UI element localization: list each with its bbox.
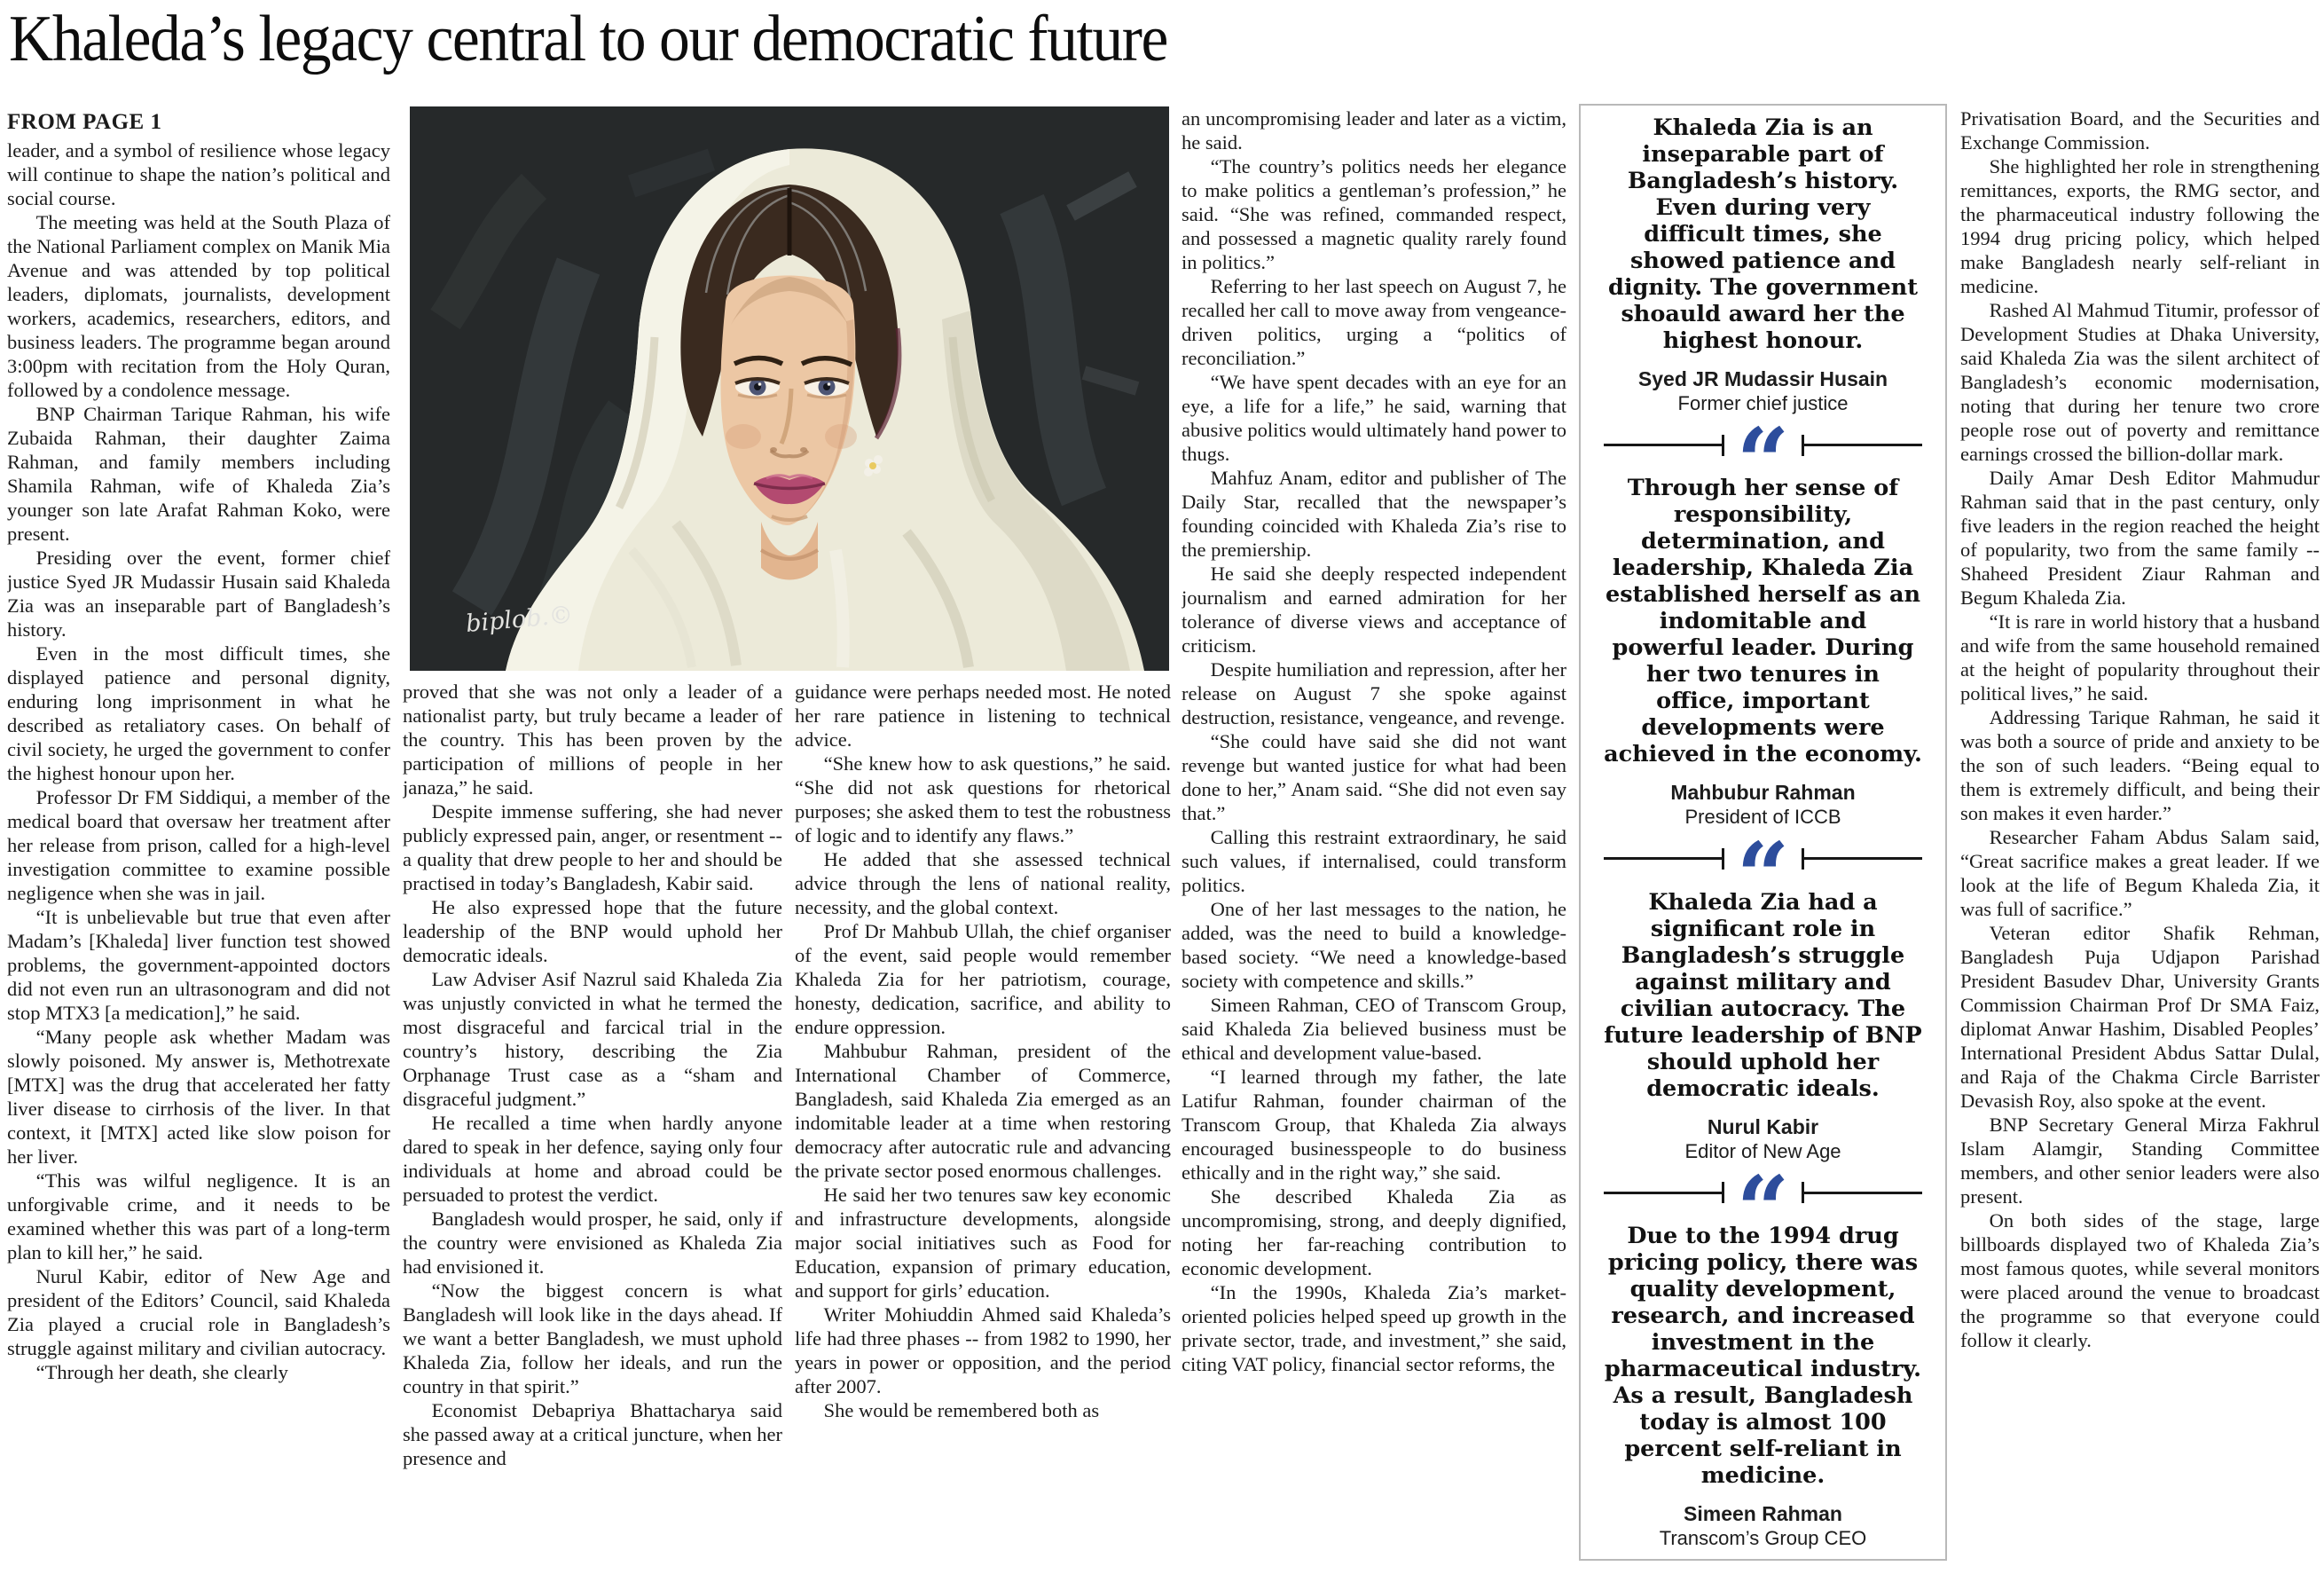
artist-signature: biplob.© bbox=[464, 601, 575, 638]
paragraph: proved that she was not only a leader of a nationalist party, but truly became a leader of the country. This has been proven by the participation of millions of people in her janaza,” he said. bbox=[403, 681, 782, 799]
pull-quote-attribution-title: Editor of New Age bbox=[1684, 1139, 1841, 1162]
pull-quote-attribution-name: Simeen Rahman bbox=[1684, 1501, 1842, 1525]
paragraph: Daily Amar Desh Editor Mahmudur Rahman said that in the past century, only five leaders in the region reached the height of popularity, two from the same family -- Shaheed President Ziaur Rahman and Begum Khaleda Zia. bbox=[1960, 467, 2320, 609]
paragraph: leader, and a symbol of resilience whose legacy will continue to shape the nation’s political and social course. bbox=[7, 139, 390, 209]
paragraph: Law Adviser Asif Nazrul said Khaleda Zia was unjustly convicted in what he termed the most disgraceful and farcical trial in the country’s history, describing the Zia Orphanage Trust case as a “sham and disgraceful judgment.” bbox=[403, 968, 782, 1110]
pull-quote-text: Khaleda Zia had a significant role in Bangladesh’s struggle against military and civilian autocracy. The future leadership of BNP should uphold her democratic ideals. bbox=[1604, 888, 1922, 1102]
pull-quote-attribution-name: Syed JR Mudassir Husain bbox=[1637, 367, 1888, 390]
quote-mark-icon: “ bbox=[1736, 821, 1790, 931]
page-title: Khaleda’s legacy central to our democratic future bbox=[9, 3, 1168, 75]
paragraph: Simeen Rahman, CEO of Transcom Group, said Khaleda Zia believed business must be ethical and development value-based. bbox=[1182, 994, 1566, 1064]
divider-line bbox=[1604, 1192, 1722, 1194]
paragraph: The meeting was held at the South Plaza of the National Parliament complex on Manik Mia Avenue and was attended by top political leaders, diplomats, journalists, development workers, academics, researchers, editors, and business leaders. The programme began around 3:00pm with recitation from the Holy Quran, followed by a condolence message. bbox=[7, 211, 390, 401]
paragraph: Calling this restraint extraordinary, he said such values, if internalised, could transform politics. bbox=[1182, 826, 1566, 896]
paragraph: “This was wilful negligence. It is an unforgivable crime, and it needs to be examined whether this was part of a long-term plan to kill her,” he said. bbox=[7, 1169, 390, 1263]
paragraph: Mahfuz Anam, editor and publisher of The Daily Star, recalled that the newspaper’s founding coincided with Khaleda Zia’s rise to the premiership. bbox=[1182, 467, 1566, 561]
paragraph: Researcher Faham Abdus Salam said, “Great sacrifice makes a great leader. If we look at the life of Begum Khaleda Zia, it was full of sacrifice.” bbox=[1960, 826, 2320, 920]
article-column-1 bbox=[7, 110, 390, 1578]
quote-divider bbox=[1604, 821, 1922, 931]
paragraph: Writer Mohiuddin Ahmed said Khaleda’s life had three phases -- from 1982 to 1990, her years in power or opposition, and the period after 2007. bbox=[795, 1303, 1171, 1397]
paragraph: Economist Debapriya Bhattacharya said she passed away at a critical juncture, when her presence and bbox=[403, 1399, 782, 1469]
pull-quote-attribution-title: Former chief justice bbox=[1677, 392, 1849, 414]
paragraph: BNP Chairman Tarique Rahman, his wife Zubaida Rahman, their daughter Zaima Rahman, and family members including Shamila Rahman, wife of Khaleda Zia’s younger son late Arafat Rahman Koko, were present. bbox=[7, 403, 390, 545]
paragraph: She described Khaleda Zia as uncompromising, strong, and deeply dignified, noting her far-reaching contribution to economic development. bbox=[1182, 1185, 1566, 1279]
pull-quote bbox=[1604, 475, 1922, 829]
paragraph: She highlighted her role in strengthening remittances, exports, the RMG sector, and the pharmaceutical industry following the 1994 drug pricing policy, which helped make Bangladesh nearly self-reliant in medicine. bbox=[1960, 155, 2320, 297]
paragraph: “She could have said she did not want revenge but wanted justice for what had been done to her,” Anam said. “She did not even say that.” bbox=[1182, 730, 1566, 824]
quote-divider bbox=[1604, 407, 1922, 517]
divider-line bbox=[1604, 444, 1722, 446]
paragraph: “It is unbelievable but true that even after Madam’s [Khaleda] liver function test showed problems, the government-appointed doctors did not even run an ultrasonogram and did not stop MTX3 [a medication],” he said. bbox=[7, 906, 390, 1024]
paragraph: Professor Dr FM Siddiqui, a member of the medical board that oversaw her treatment after her release from prison, called for a high-level investigation committee to examine possible negligence when she was in jail. bbox=[7, 786, 390, 904]
paragraph: Even in the most difficult times, she displayed patience and personal dignity, enduring long imprisonment in what he described as retaliatory cases. On behalf of civil society, he urged the government to confer the highest honour upon her. bbox=[7, 642, 390, 784]
paragraph: Prof Dr Mahbub Ullah, the chief organiser of the event, said people would remember Khaleda Zia for her patriotism, courage, honesty, dedication, sacrifice, and ability to endure oppression. bbox=[795, 920, 1171, 1038]
paragraph: On both sides of the stage, large billboards displayed two of Khaleda Zia’s most famous quotes, while several monitors were placed around the venue to broadcast the programme so that everyone could follow it clearly. bbox=[1960, 1209, 2320, 1351]
pull-quote-text: Through her sense of responsibility, determination, and leadership, Khaleda Zia established herself as an indomitable and powerful leader. During her two tenures in office, important developments were achieved in the economy. bbox=[1604, 475, 1922, 768]
divider-line bbox=[1804, 1192, 1922, 1194]
article-column-2 bbox=[403, 680, 782, 1578]
paragraph: She would be remembered both as bbox=[823, 1399, 1100, 1421]
divider-tick bbox=[1722, 435, 1724, 456]
pull-quote-text: Due to the 1994 drug pricing policy, there was quality development, research, and increased investment in the pharmaceutical industry. As a result, Bangladesh today is almost 100 percent self-reliant in medicine. bbox=[1604, 1222, 1922, 1489]
paragraph: He added that she assessed technical advice through the lens of national reality, necessity, and the global context. bbox=[795, 848, 1171, 918]
paragraph: “Many people ask whether Madam was slowly poisoned. My answer is, Methotrexate [MTX] was the drug that accelerated her fatty liver disease to cirrhosis of the liver. In that context, it [MTX] acted like slow poison for her liver. bbox=[7, 1026, 390, 1168]
paragraph: Bangladesh would prosper, he said, only if the country were envisioned as Khaleda Zia had envisioned it. bbox=[403, 1208, 782, 1278]
paragraph: Despite immense suffering, she had never publicly expressed pain, anger, or resentment -- a quality that drew people to her and should be practised in today’s Bangladesh, Kabir said. bbox=[403, 800, 782, 894]
quote-divider bbox=[1604, 1154, 1922, 1264]
paragraph: “I learned through my father, the late Latifur Rahman, founder chairman of the Transcom Group, that Khaleda Zia always encouraged businesspeople to do business ethically and in the right way,” she said. bbox=[1182, 1066, 1566, 1184]
pull-quote bbox=[1604, 114, 1922, 415]
paragraph: He said she deeply respected independent journalism and earned admiration for her tolerance of diverse views and acceptance of criticism. bbox=[1182, 563, 1566, 657]
paragraph: Despite humiliation and repression, after her release on August 7 she spoke against destruction, resistance, vengeance, and revenge. bbox=[1182, 658, 1566, 728]
pull-quote-attribution-name: Nurul Kabir bbox=[1707, 1114, 1819, 1138]
paragraph: “We have spent decades with an eye for an eye, a life for a life,” he said, warning that abusive politics would ultimately hand power to thugs. bbox=[1182, 371, 1566, 465]
pull-quote-attribution-name: Mahbubur Rahman bbox=[1670, 781, 1856, 805]
divider-tick bbox=[1722, 1182, 1724, 1203]
paragraph: Rashed Al Mahmud Titumir, professor of Development Studies at Dhaka University, said Khaleda Zia was the silent architect of Bangladesh’s economic modernisation, noting that during her tenure two crore people rose out of poverty and remittance earnings crossed the billion-dollar mark. bbox=[1960, 299, 2320, 465]
divider-line bbox=[1804, 444, 1922, 446]
pull-quote bbox=[1604, 1223, 1922, 1550]
paragraph: BNP Secretary General Mirza Fakhrul Islam Alamgir, Standing Committee members, and other senior leaders were also present. bbox=[1960, 1114, 2320, 1208]
paragraph: He also expressed hope that the future leadership of the BNP would uphold her democratic ideals. bbox=[403, 896, 782, 966]
paragraph: One of her last messages to the nation, he added, was the need to build a knowledge-based society. “We need a knowledge-based society with competence and skills.” bbox=[1182, 898, 1566, 992]
paragraph: “Now the biggest concern is what Bangladesh will look like in the days ahead. If we want a better Bangladesh, we must uphold Khaleda Zia, follow her ideals, and run the country in that spirit.” bbox=[403, 1279, 782, 1397]
divider-tick bbox=[1722, 848, 1724, 870]
quote-mark-icon: “ bbox=[1736, 1154, 1790, 1264]
paragraph: “It is rare in world history that a husband and wife from the same household remained at the height of popularity throughout their political lives,” he said. bbox=[1960, 610, 2320, 704]
pull-quote-attribution-title: Transcom’s Group CEO bbox=[1659, 1526, 1867, 1549]
paragraph: Mahbubur Rahman, president of the International Chamber of Commerce, Bangladesh, said Khaleda Zia emerged as an indomitable leader at a time when restoring democracy after autocratic rule and advancing the private sector posed enormous challenges. bbox=[795, 1040, 1171, 1182]
paragraph: “Through her death, she clearly bbox=[35, 1361, 288, 1383]
quote-mark-icon: “ bbox=[1736, 407, 1790, 517]
article-column-5 bbox=[1960, 106, 2320, 1580]
paragraph: “In the 1990s, Khaleda Zia’s market-oriented policies helped speed up growth in the private sector, trade, and investment,” she said, citing VAT policy, financial sector reforms, the bbox=[1182, 1281, 1566, 1375]
paragraph: Nurul Kabir, editor of New Age and president of the Editors’ Council, said Khaleda Zia played a crucial role in Bangladesh’s struggle against military and civilian autocracy. bbox=[7, 1265, 390, 1359]
paragraph: “The country’s politics needs her elegance to make politics a gentleman’s profession,” he said. “She was refined, commanded respect, and possessed a magnetic quality rarely found in politics.” bbox=[1182, 155, 1566, 273]
paragraph: He recalled a time when hardly anyone dared to speak in her defence, saying only four individuals at home and abroad could be persuaded to protest the verdict. bbox=[403, 1112, 782, 1206]
paragraph: an uncompromising leader and later as a victim, he said. bbox=[1182, 107, 1566, 153]
pull-quote-text: Khaleda Zia is an inseparable part of Bangladesh’s history. Even during very difficult times, she showed patience and dignity. The government shoauld award her the highest honour. bbox=[1608, 114, 1918, 354]
divider-line bbox=[1804, 857, 1922, 860]
pull-quote-panel bbox=[1579, 104, 1947, 1561]
pull-quote-attribution-title: President of ICCB bbox=[1684, 806, 1841, 829]
paragraph: “She knew how to ask questions,” he said. “She did not ask questions for rhetorical purposes; she asked them to test the robustness of logic and to identify any flaws.” bbox=[795, 752, 1171, 846]
paragraph: He said her two tenures saw key economic and infrastructure developments, alongside major social initiatives such as Food for Education, expansion of primary education, and support for girls’ education. bbox=[795, 1184, 1171, 1302]
paragraph: guidance were perhaps needed most. He noted her rare patience in listening to technical advice. bbox=[795, 681, 1171, 751]
paragraph: Presiding over the event, former chief justice Syed JR Mudassir Husain said Khaleda Zia was an inseparable part of Bangladesh’s history. bbox=[7, 547, 390, 641]
paragraph: Referring to her last speech on August 7, he recalled her call to move away from vengeance-driven politics, urging a “politics of reconciliation.” bbox=[1182, 275, 1566, 369]
khaleda-zia-portrait-illustration bbox=[410, 106, 1169, 671]
paragraph: Veteran editor Shafik Rehman, Bangladesh Puja Udjapon Parishad President Basudev Dhar, University Grants Commission Chairman Prof Dr SMA Faiz, diplomat Anwar Hashim, Disabled Peoples’ International President Abdus Sattar Dulal, and Raja of the Chakma Circle Barrister Devasish Roy, also spoke at the event. bbox=[1960, 922, 2320, 1112]
portrait-painting bbox=[410, 106, 1169, 671]
paragraph: Addressing Tarique Rahman, he said it was both a source of pride and anxiety to be the son of such leaders. “Being equal to them is extremely difficult, and being their son makes it even harder.” bbox=[1960, 706, 2320, 824]
article-column-3 bbox=[795, 680, 1171, 1578]
paragraph: Privatisation Board, and the Securities and Exchange Commission. bbox=[1960, 107, 2320, 153]
article-column-4 bbox=[1182, 106, 1566, 1580]
divider-line bbox=[1604, 857, 1722, 860]
from-page-tag: FROM PAGE 1 bbox=[7, 110, 162, 134]
